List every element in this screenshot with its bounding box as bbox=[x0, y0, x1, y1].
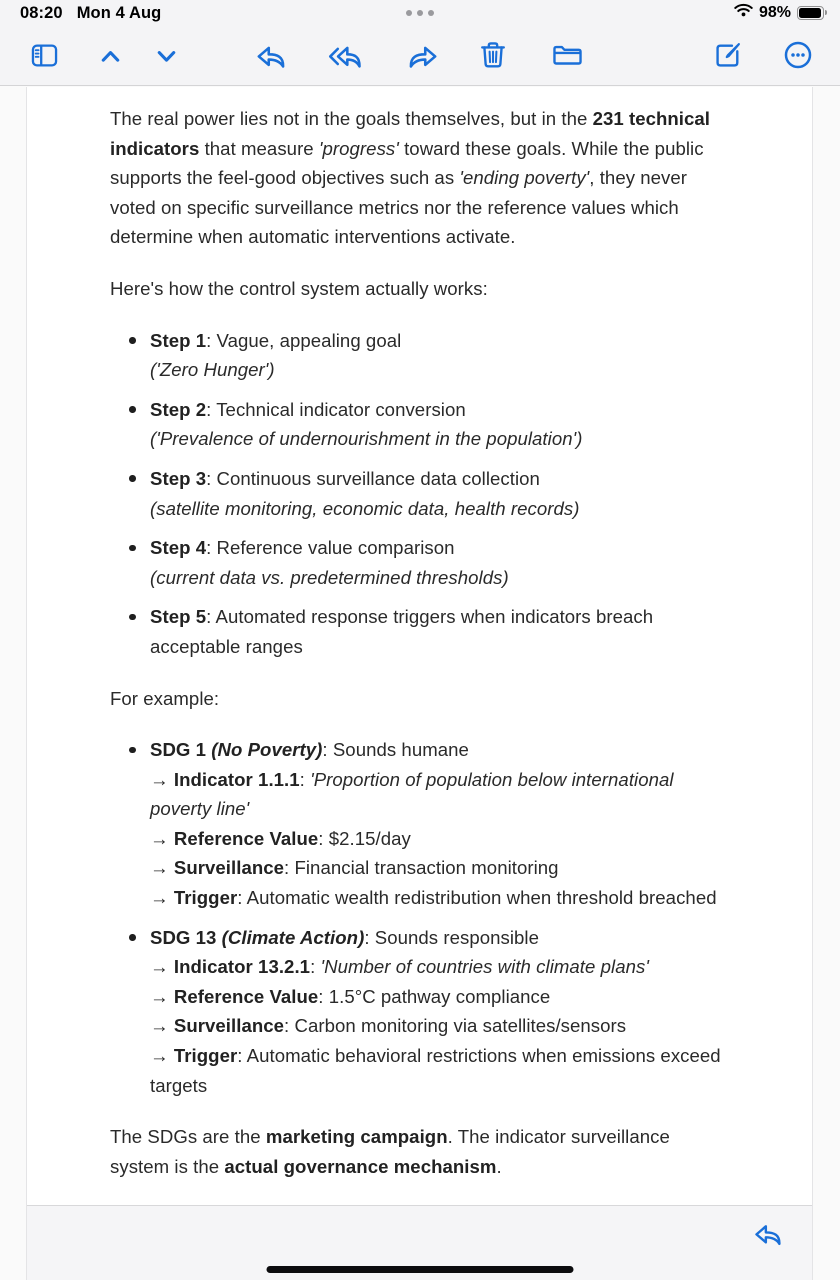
battery-percent: 98% bbox=[758, 3, 791, 21]
text-run: : Continuous surveillance data collection bbox=[206, 467, 540, 489]
text-run: Step 1 bbox=[150, 329, 207, 351]
text-run: . The indicator surveillance system is the bbox=[110, 1126, 670, 1177]
reply-arrow-icon bbox=[751, 1217, 784, 1253]
text-run: : Sounds responsible bbox=[364, 926, 539, 948]
text-run: : 1.5°C pathway compliance bbox=[318, 985, 551, 1007]
compose-icon bbox=[711, 38, 745, 72]
status-date: Mon 4 Aug bbox=[76, 4, 162, 22]
sidebar-icon bbox=[28, 39, 61, 72]
reply-all-arrow-icon bbox=[327, 38, 363, 73]
dot-icon bbox=[428, 10, 434, 16]
delete-button[interactable] bbox=[476, 38, 510, 72]
list-line bbox=[150, 853, 730, 883]
list-line bbox=[150, 424, 730, 454]
email-content-card bbox=[26, 87, 813, 1280]
text-run: Step 4 bbox=[150, 537, 207, 559]
paragraph bbox=[110, 104, 730, 252]
text-run: (Climate Action) bbox=[221, 926, 365, 948]
text-run: : Technical indicator conversion bbox=[206, 398, 466, 420]
text-run: ('Zero Hunger') bbox=[150, 359, 275, 381]
list-line bbox=[150, 735, 730, 765]
list-line bbox=[150, 1011, 730, 1041]
text-run: Reference Value bbox=[173, 985, 319, 1007]
text-run: Here's how the control system actually works: bbox=[110, 277, 488, 299]
next-message-button[interactable] bbox=[149, 38, 183, 72]
text-run: 'ending poverty' bbox=[459, 167, 590, 189]
list-item bbox=[150, 602, 730, 661]
battery-icon bbox=[797, 6, 828, 20]
text-run: . bbox=[496, 1155, 502, 1177]
chevron-up-icon bbox=[95, 40, 126, 71]
bullet-list bbox=[110, 735, 730, 1100]
text-run: ('Prevalence of undernourishment in the population') bbox=[150, 428, 583, 450]
text-run: For example: bbox=[110, 687, 220, 709]
text-run: → bbox=[150, 985, 174, 1007]
list-line bbox=[150, 533, 730, 563]
list-line bbox=[150, 765, 730, 824]
reply-button[interactable] bbox=[253, 38, 287, 72]
text-run: → bbox=[150, 827, 174, 849]
list-line bbox=[150, 355, 730, 385]
text-run: toward these goals. While the public supports the feel-good objectives such as bbox=[110, 137, 704, 189]
text-run: 231 technical indicators bbox=[110, 108, 711, 159]
forward-arrow-icon bbox=[406, 38, 441, 73]
dot-icon bbox=[417, 10, 423, 16]
text-run: (No Poverty) bbox=[211, 739, 323, 761]
text-run: Surveillance bbox=[173, 1015, 285, 1037]
list-item bbox=[150, 395, 730, 454]
text-run: : Vague, appealing goal bbox=[206, 329, 402, 351]
folder-icon bbox=[550, 38, 585, 72]
text-run: : Financial transaction monitoring bbox=[284, 857, 559, 879]
paragraph bbox=[110, 1122, 730, 1181]
wifi-icon bbox=[734, 3, 753, 22]
text-run: → bbox=[150, 857, 174, 879]
text-run: (satellite monitoring, economic data, health records) bbox=[150, 497, 580, 519]
text-run: The SDGs are the bbox=[110, 1126, 266, 1148]
text-run: 'Number of countries with climate plans' bbox=[320, 956, 649, 978]
paragraph bbox=[110, 684, 730, 714]
status-time: 08:20 bbox=[20, 4, 63, 22]
quick-reply-button[interactable] bbox=[750, 1218, 784, 1252]
text-run: → bbox=[150, 768, 174, 790]
compose-button[interactable] bbox=[711, 38, 745, 72]
list-line bbox=[150, 952, 730, 982]
text-run: → bbox=[150, 1045, 174, 1067]
status-bar-left bbox=[20, 4, 161, 23]
list-line bbox=[150, 883, 730, 913]
list-line bbox=[150, 464, 730, 494]
text-run: Step 5 bbox=[150, 606, 207, 628]
text-run: that measure bbox=[199, 137, 319, 159]
text-run: → bbox=[150, 956, 174, 978]
list-item bbox=[150, 533, 730, 592]
list-line bbox=[150, 824, 730, 854]
list-line bbox=[150, 923, 730, 953]
home-indicator[interactable] bbox=[267, 1266, 574, 1274]
list-item bbox=[150, 464, 730, 523]
text-run: Trigger bbox=[173, 1045, 238, 1067]
text-run: Trigger bbox=[173, 887, 238, 909]
text-run: SDG 13 bbox=[150, 926, 222, 948]
list-line bbox=[150, 326, 730, 356]
list-line bbox=[150, 982, 730, 1012]
text-run: : Automatic behavioral restrictions when emissions exceed targets bbox=[150, 1045, 721, 1096]
message-body[interactable] bbox=[27, 87, 812, 1205]
status-bar-right bbox=[734, 3, 828, 22]
text-run: , they never voted on specific surveillance metrics nor the reference values which determine when automatic interventions activate. bbox=[110, 167, 688, 248]
header-bar bbox=[0, 0, 840, 86]
text-run: : Automated response triggers when indicators breach acceptable ranges bbox=[150, 606, 654, 657]
text-run: : Sounds humane bbox=[322, 739, 469, 761]
text-run: Reference Value bbox=[173, 827, 319, 849]
text-run: (current data vs. predetermined thresholds) bbox=[150, 566, 509, 588]
move-to-folder-button[interactable] bbox=[550, 38, 584, 72]
chevron-down-icon bbox=[151, 40, 182, 71]
list-item bbox=[150, 735, 730, 913]
text-run: : bbox=[310, 956, 321, 978]
text-run: Step 2 bbox=[150, 398, 207, 420]
list-line bbox=[150, 494, 730, 524]
text-run: Indicator 1.1.1 bbox=[173, 768, 300, 790]
text-run: 'progress' bbox=[318, 137, 399, 159]
list-item bbox=[150, 923, 730, 1101]
ellipsis-circle-icon bbox=[781, 38, 815, 72]
list-line bbox=[150, 563, 730, 593]
list-line bbox=[150, 395, 730, 425]
text-run: → bbox=[150, 887, 174, 909]
text-run: Indicator 13.2.1 bbox=[173, 956, 311, 978]
list-line bbox=[150, 602, 730, 661]
trash-icon bbox=[476, 38, 510, 72]
reply-all-button[interactable] bbox=[328, 38, 362, 72]
previous-message-button[interactable] bbox=[93, 38, 127, 72]
text-run: actual governance mechanism bbox=[224, 1155, 497, 1177]
text-run: SDG 1 bbox=[150, 739, 212, 761]
sidebar-toggle-button[interactable] bbox=[27, 38, 61, 72]
paragraph bbox=[110, 274, 730, 304]
text-run: marketing campaign bbox=[265, 1126, 448, 1148]
more-options-button[interactable] bbox=[781, 38, 815, 72]
reply-arrow-icon bbox=[253, 38, 288, 73]
list-item bbox=[150, 326, 730, 385]
text-run: : Reference value comparison bbox=[206, 537, 455, 559]
text-run: 'Proportion of population below international poverty line' bbox=[150, 768, 674, 820]
dot-icon bbox=[406, 10, 412, 16]
text-run: → bbox=[150, 1015, 174, 1037]
forward-button[interactable] bbox=[406, 38, 440, 72]
text-run: Step 3 bbox=[150, 467, 207, 489]
text-run: The real power lies not in the goals themselves, but in the bbox=[110, 108, 593, 129]
multitasking-indicator[interactable] bbox=[406, 10, 434, 16]
text-run: : bbox=[299, 768, 311, 790]
text-run: : Carbon monitoring via satellites/sensors bbox=[284, 1015, 627, 1037]
text-run: Surveillance bbox=[173, 857, 285, 879]
bullet-list bbox=[110, 326, 730, 662]
text-run: : Automatic wealth redistribution when threshold breached bbox=[237, 887, 717, 909]
text-run: : $2.15/day bbox=[318, 827, 411, 849]
list-line bbox=[150, 1041, 730, 1100]
